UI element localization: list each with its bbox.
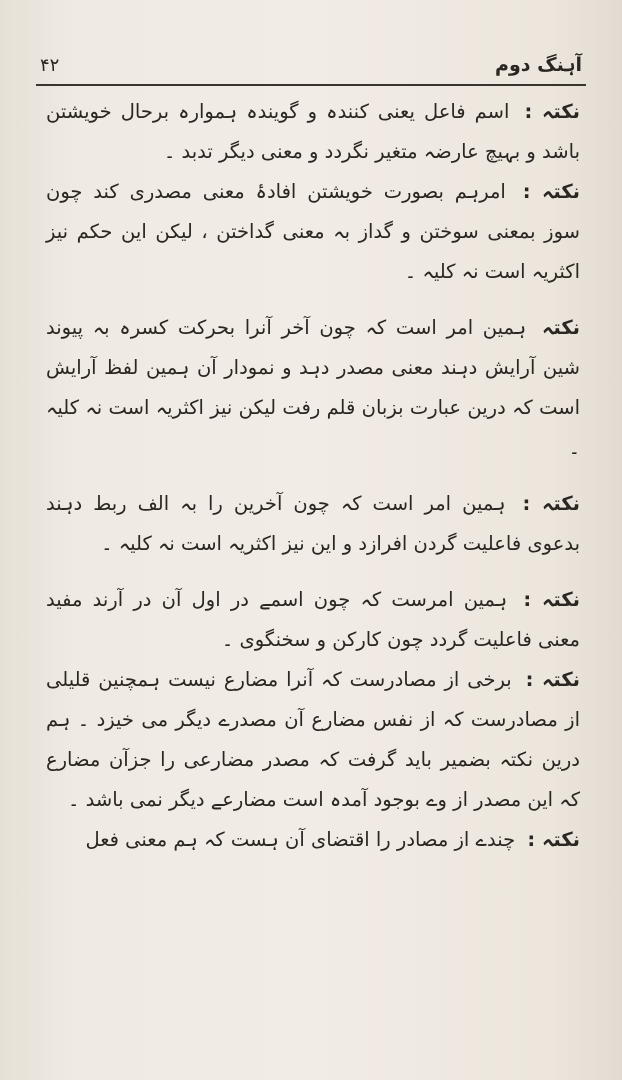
- note-paragraph-4: [46, 484, 580, 564]
- note-paragraph-1: [46, 92, 580, 172]
- header-rule: [36, 84, 586, 86]
- page-number: ۴۲: [40, 54, 60, 76]
- note-label: نکتہ: [541, 316, 581, 339]
- note-label: نکتہ :: [527, 828, 580, 851]
- page-header: [40, 48, 582, 82]
- note-text: برخی از مصادرست کہ آنرا مضارع نیست ہمچنین قلیلی از مصادرست کہ از نفس مضارع آن مصدرے دیگر می خیزد ۔ ہم درین نکتہ بضمیر باید گرفت کہ مصدر مضارعی را جزآن مضارع کہ این مصدر از وے بوجود آمدہ است مضارعے دیگر نمی باشد ۔: [46, 668, 580, 811]
- note-label: نکتہ :: [522, 492, 580, 515]
- note-paragraph-5: [46, 580, 580, 660]
- page-body: [46, 92, 580, 860]
- note-paragraph-6: [46, 660, 580, 820]
- note-paragraph-7: [46, 820, 580, 860]
- note-paragraph-2: [46, 172, 580, 292]
- note-paragraph-3: [46, 308, 580, 468]
- note-label: نکتہ :: [522, 180, 581, 203]
- note-text: امرہم بصورت خویشتن افادۂ معنی مصدری کند چون سوز بمعنی سوختن و گداز بہ معنی گداختن ، لیکن این حکم نیز اکثریہ است نہ کلیہ ۔: [46, 180, 580, 283]
- note-text: ہمین امر است کہ چون آخرین را بہ الف ربط دہند بدعوی فاعلیت گردن افرازد و این نیز اکثریہ است نہ کلیہ ۔: [46, 492, 580, 555]
- note-text: ہمین امر است کہ چون آخر آنرا بحرکت کسرہ بہ پیوند شین آرایش دہند معنی مصدر دہد و نمودار آن ہمین لفظ آرایش است کہ درین عبارت بزبان قلم رفت لیکن نیز اکثریہ است نہ کلیہ ۔: [46, 316, 580, 459]
- note-text: اسم فاعل یعنی کنندہ و گویندہ ہموارہ برحال خویشتن باشد و بہیچ عارضہ متغیر نگردد و معنی دیگر تدبد ۔: [46, 100, 580, 163]
- note-label: نکتہ :: [524, 100, 581, 123]
- note-text: چندے از مصادر را اقتضای آن ہست کہ ہم معنی فعل: [85, 828, 516, 851]
- note-label: نکتہ :: [523, 588, 580, 611]
- note-label: نکتہ :: [525, 668, 580, 691]
- note-text: ہمین امرست کہ چون اسمے در اول آن در آرند مفید معنی فاعلیت گردد چون کارکن و سخنگوی ۔: [46, 588, 580, 651]
- chapter-title: آہنگ دوم: [495, 54, 582, 76]
